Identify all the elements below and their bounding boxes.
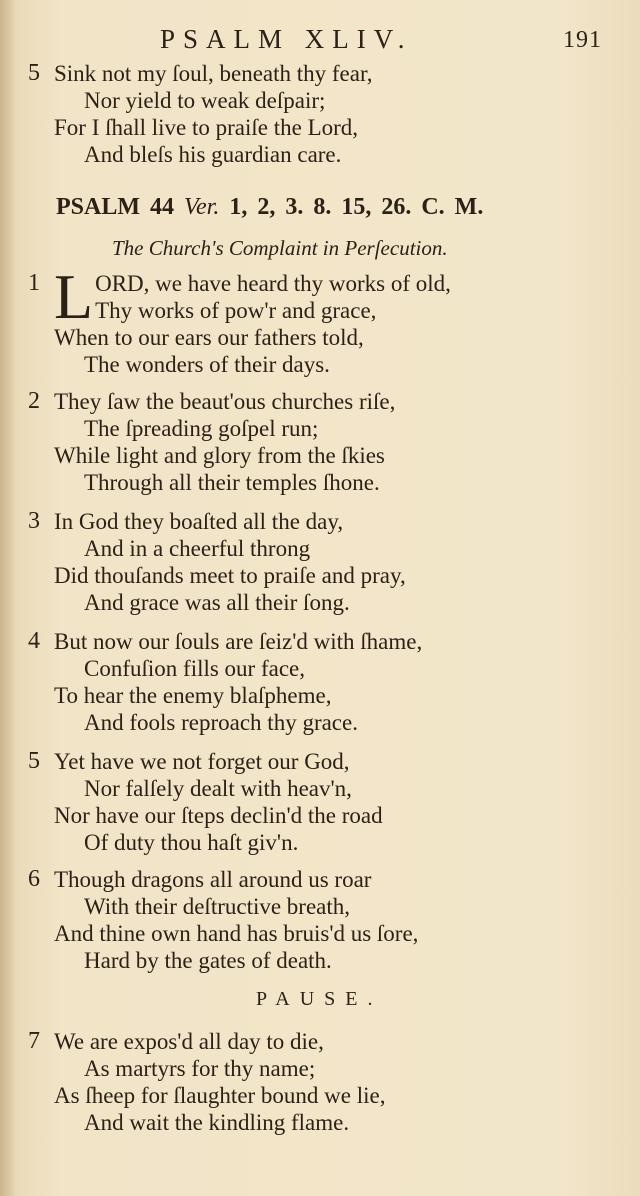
verse-line: For I ſhall live to praiſe the Lord, <box>54 115 359 140</box>
stanza-1 <box>28 261 608 378</box>
stanza-4 <box>28 628 422 736</box>
verse-line: Hard by the gates of death. <box>84 948 332 973</box>
verse-line: Nor yield to weak deſpair; <box>84 88 326 113</box>
pause-heading: PAUSE. <box>256 988 383 1010</box>
verse-line: As martyrs for thy name; <box>84 1056 316 1081</box>
verse-number: 5 <box>28 748 40 774</box>
verse-line: Nor have our ſteps declin'd the road <box>54 803 383 828</box>
verse-line: The wonders of their days. <box>84 352 330 377</box>
verse-line: With their deſtructive breath, <box>84 894 351 919</box>
stanza-2 <box>28 388 395 496</box>
drop-cap: L <box>54 261 94 332</box>
verse-line: They ſaw the beaut'ous churches riſe, <box>54 389 396 414</box>
psalm-title-verses: 1, 2, 3. 8. 15, 26. C. M. <box>229 194 484 220</box>
verse-line: But now our ſouls are ſeiz'd with ſhame, <box>54 629 423 654</box>
verse-line: And in a cheerful throng <box>84 536 311 561</box>
verse-line: ORD, we have heard thy works of old, <box>95 271 451 296</box>
verse-line: And thine own hand has bruis'd us ſore, <box>54 921 419 946</box>
verse-line: To hear the enemy blaſpheme, <box>54 683 332 708</box>
verse-line: In God they boaſted all the day, <box>54 509 344 534</box>
verse-line: And bleſs his guardian care. <box>84 142 342 167</box>
verse-line: We are expos'd all day to die, <box>54 1029 324 1054</box>
verse-line: Of duty thou haſt giv'n. <box>84 830 299 855</box>
verse-number: 7 <box>28 1028 40 1054</box>
verse-number: 2 <box>28 388 40 414</box>
verse-line: And wait the kindling flame. <box>84 1110 350 1135</box>
verse-number: 4 <box>28 628 40 654</box>
running-title: PSALM XLIV. <box>160 24 413 54</box>
stanza-prev <box>28 60 372 168</box>
verse-number: 1 <box>28 270 40 296</box>
stanza-7 <box>28 1028 386 1136</box>
verse-number: 6 <box>28 866 40 892</box>
verse-line: And fools reproach thy grace. <box>84 710 358 735</box>
page-gutter <box>0 0 14 1196</box>
verse-line: Nor falſely dealt with heav'n, <box>84 776 352 801</box>
verse-line: And grace was all their ſong. <box>84 590 350 615</box>
psalm-title-name: PSALM 44 <box>56 194 174 220</box>
page-number: 191 <box>563 27 602 53</box>
verse-line: As ſheep for ſlaughter bound we lie, <box>54 1083 386 1108</box>
stanza-6 <box>28 866 418 974</box>
verse-line: Through all their temples ſhone. <box>84 470 380 495</box>
verse-line: Though dragons all around us roar <box>54 867 372 892</box>
verse-line: Did thouſands meet to praiſe and pray, <box>54 563 406 588</box>
stanza-3 <box>28 508 406 616</box>
verse-line: While light and glory from the ſkies <box>54 443 385 468</box>
verse-line: Confuſion fills our face, <box>84 656 306 681</box>
psalm-title-ver: Ver. <box>184 194 220 220</box>
verse-line: Yet have we not forget our God, <box>54 749 350 774</box>
verse-line: Sink not my ſoul, beneath thy fear, <box>54 61 373 86</box>
psalm-title <box>56 194 483 221</box>
verse-line: Thy works of pow'r and grace, <box>95 298 377 323</box>
page-header <box>0 24 640 56</box>
verse-line: The ſpreading goſpel run; <box>84 416 319 441</box>
stanza-5 <box>28 748 383 856</box>
psalm-subtitle: The Church's Complaint in Perſecution. <box>112 236 448 260</box>
verse-number: 3 <box>28 508 40 534</box>
verse-number: 5 <box>28 60 40 86</box>
verse-line: When to our ears our fathers told, <box>54 325 364 350</box>
